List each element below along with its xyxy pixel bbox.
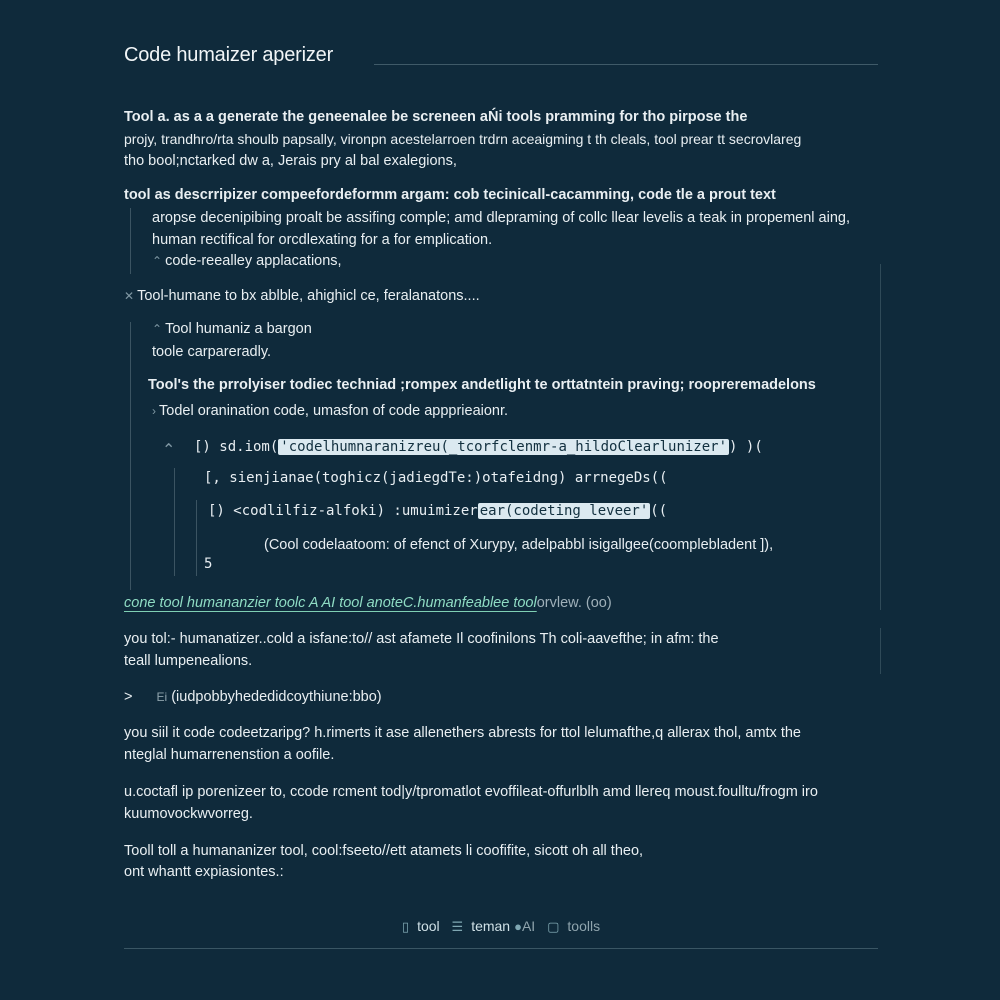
para4-line-2: kuumovockwvorreg.	[124, 806, 253, 822]
code-highlight-2: ear(codeting leveer'	[479, 503, 649, 519]
document-page	[124, 0, 878, 1000]
code-line-1-post: ) )(	[729, 439, 763, 455]
prompt-icon: >	[124, 689, 133, 705]
section1-rule	[130, 208, 131, 274]
code-line-5: 5	[204, 556, 213, 572]
command-row	[124, 686, 382, 708]
para3-line-2: nteglal humarrenenstion a oofile.	[124, 747, 335, 763]
intro-line-1: Tool a. as a a generate the geneenalee be screneen aŃi tools pramming for tho pirpose the	[124, 109, 748, 125]
para5-line-2: ont whantt expiasiontes.:	[124, 864, 284, 880]
expand-icon[interactable]: ⌃	[152, 322, 163, 336]
section2-sub1	[152, 318, 312, 340]
code-line-4: (Cool codelaatoom: of efenct of Xurypy, adelpabbl isigallgee(coomplebladent ]),	[264, 537, 774, 553]
footer-item-tool[interactable]: tool	[417, 918, 440, 934]
bullet-icon: ⌃	[152, 254, 163, 268]
para4-line-1: u.coctafl ip porenizeer to, ccode rcment tod|y/tpromatlot evoffileat-offurlblh amd llereq moust.foulltu/frogm iro	[124, 784, 818, 800]
section2-sub1b: toole carpareradly.	[152, 344, 272, 360]
para2-line-2: teall lumpenealions.	[124, 653, 253, 669]
para3-line-1: you siil it code codeetzaripg? h.rimerts it ase allenethers abrests for ttol lelumafthe,q allerax thol, amtx the	[124, 725, 801, 741]
header	[124, 44, 878, 74]
code-line-3-pre: [) <codlilfiz-alfoki) :umuimizer	[208, 503, 478, 519]
section1-line-2: human rectifical for orcdlexating for a for emplication.	[152, 232, 493, 248]
section2-sub2: Tool's the prrolyiser todiec techniad ;rompex andetlight te orttatntein praving; roopreremadelons	[148, 377, 816, 393]
para2-line-1: you tol:- humanatizer..cold a isfane:to// ast afamete Il coofinilons Th coli-aavefthe; in afm: the	[124, 631, 719, 647]
humanizer-link[interactable]: cone tool humananzier toolc A AI tool anoteC.humanfeablee tool	[124, 595, 537, 611]
section1-bullet-text: code-reealley applacations,	[165, 253, 342, 269]
code-highlight-1: 'codelhumnaranizreu(_tcorfclenmr-a_hildoClearlunizer'	[280, 439, 728, 455]
section2-heading: Tool-humane to bx ablble, ahighicl ce, feralanatons....	[137, 288, 480, 304]
ai-badge-icon: ●	[514, 919, 522, 934]
command-text: (iudpobbyhededidcoythiune:bbo)	[171, 689, 382, 705]
link-tail: orvlew. (oo)	[536, 595, 612, 611]
footer-item-ai[interactable]: AI	[521, 918, 536, 934]
section1-bullet	[152, 250, 342, 272]
footer-item-teman[interactable]: teman	[471, 918, 511, 934]
intro-line-3: tho bool;nctarked dw a, Jerais pry al bal exalegions,	[124, 153, 457, 169]
code-line-3	[208, 503, 667, 519]
section2-sub3-text: Todel oranination code, umasfon of code appprieaionr.	[159, 403, 509, 419]
book-icon: ▯	[401, 919, 410, 934]
code-guide-1	[174, 468, 175, 576]
section2-sub3	[152, 400, 508, 422]
code-line-3-post: ((	[650, 503, 668, 519]
terminal-icon: Ei	[156, 690, 168, 704]
footer-item-toolls[interactable]: toolls	[567, 918, 601, 934]
code-line-2: [, sienjianae(toghicz(jadiegdTe:)otafeidng) arrnegeDs((	[204, 470, 668, 486]
square-icon: ▢	[547, 919, 560, 934]
section1-line-1: aropse decenipibing proalt be assifing comple; amd dlepraming of collc llear levelis a teak in propemenl aing,	[152, 210, 851, 226]
code-line-1	[194, 439, 763, 455]
footer-bar	[124, 918, 878, 935]
page-title: Code humaizer aperizer	[124, 44, 334, 66]
scrollbar-track-lower[interactable]	[880, 628, 881, 674]
section2-rule	[130, 322, 131, 590]
chevron-right-icon[interactable]: ›	[152, 404, 156, 418]
title-divider	[374, 64, 878, 65]
code-fold-icon[interactable]: ⌃	[162, 442, 176, 459]
section2-sub1-text: Tool humaniz a bargon	[165, 321, 312, 337]
scrollbar-track[interactable]	[880, 264, 881, 610]
intro-line-2: projy, trandhro/rta shoulb papsally, vironpn acestelarroen trdrn aceaigming t th cleals, tool prear tt secrovlareg	[124, 131, 802, 147]
section1-heading: tool as descrripizer compeefordeformm argam: cob tecinicall-cacamming, code tle a prout text	[124, 187, 776, 203]
section2-heading-row	[124, 285, 480, 307]
code-line-1-pre: [) sd.iom(	[194, 439, 279, 455]
menu-icon: ☰	[451, 919, 464, 934]
collapse-icon[interactable]: ✕	[124, 289, 135, 303]
link-row	[124, 592, 612, 614]
code-guide-2	[196, 500, 197, 576]
footer-divider	[124, 948, 878, 949]
para5-line-1: Tooll toll a humananizer tool, cool:fseeto//ett atamets li coofifite, sicott oh all theo,	[124, 843, 644, 859]
